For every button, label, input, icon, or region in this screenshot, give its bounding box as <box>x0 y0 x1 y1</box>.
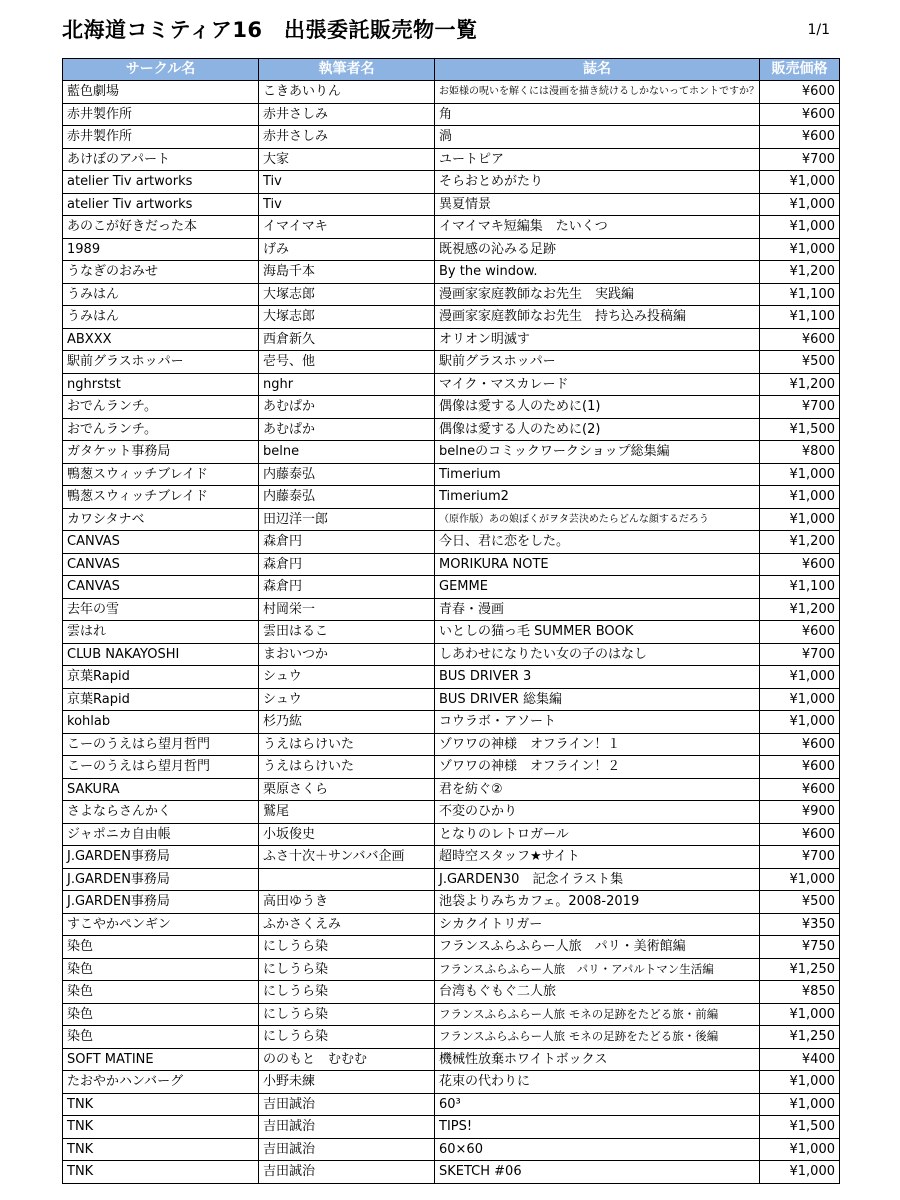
cell-title: いとしの猫っ毛 SUMMER BOOK <box>435 621 760 644</box>
table-row <box>63 238 840 261</box>
cell-price: ¥1,200 <box>760 531 840 554</box>
cell-circle: こーのうえはら望月哲門 <box>63 733 259 756</box>
cell-author: 森倉円 <box>259 531 435 554</box>
page-title: 北海道コミティア16 出張委託販売物一覧 <box>62 18 478 42</box>
cell-author: 村岡栄一 <box>259 598 435 621</box>
cell-title: コウラボ・アソート <box>435 711 760 734</box>
cell-price: ¥750 <box>760 936 840 959</box>
table-row <box>63 396 840 419</box>
table-row <box>63 103 840 126</box>
table-row <box>63 846 840 869</box>
table-row <box>63 733 840 756</box>
table-row <box>63 171 840 194</box>
cell-circle: 京葉Rapid <box>63 688 259 711</box>
table-row <box>63 756 840 779</box>
cell-price: ¥1,100 <box>760 283 840 306</box>
cell-price: ¥1,100 <box>760 576 840 599</box>
cell-author: うえはらけいた <box>259 756 435 779</box>
cell-price: ¥1,100 <box>760 306 840 329</box>
cell-price: ¥1,000 <box>760 1138 840 1161</box>
cell-title: MORIKURA NOTE <box>435 553 760 576</box>
table-row <box>63 486 840 509</box>
cell-circle: ABXXX <box>63 328 259 351</box>
table-row <box>63 1071 840 1094</box>
cell-author: にしうら染 <box>259 958 435 981</box>
cell-circle: 去年の雪 <box>63 598 259 621</box>
cell-circle: J.GARDEN事務局 <box>63 846 259 869</box>
cell-author: 森倉円 <box>259 576 435 599</box>
cell-author: belne <box>259 441 435 464</box>
cell-title: 偶像は愛する人のために(2) <box>435 418 760 441</box>
cell-circle: kohlab <box>63 711 259 734</box>
cell-title: 君を紡ぐ② <box>435 778 760 801</box>
cell-title: マイク・マスカレード <box>435 373 760 396</box>
cell-price: ¥600 <box>760 823 840 846</box>
cell-price: ¥600 <box>760 126 840 149</box>
cell-author: 内藤泰弘 <box>259 463 435 486</box>
cell-price: ¥1,500 <box>760 1116 840 1139</box>
cell-title: 漫画家家庭教師なお先生 実践編 <box>435 283 760 306</box>
cell-circle: TNK <box>63 1161 259 1184</box>
cell-price: ¥1,000 <box>760 508 840 531</box>
table-row <box>63 373 840 396</box>
cell-price: ¥500 <box>760 891 840 914</box>
table-row <box>63 981 840 1004</box>
table-row <box>63 958 840 981</box>
cell-title: しあわせになりたい女の子のはなし <box>435 643 760 666</box>
cell-title: 渦 <box>435 126 760 149</box>
cell-author: 杉乃紘 <box>259 711 435 734</box>
table-header-row <box>63 59 840 81</box>
cell-price: ¥900 <box>760 801 840 824</box>
cell-title: フランスふらふらー人旅 モネの足跡をたどる旅・後編 <box>435 1026 760 1049</box>
cell-title: 台湾もぐもぐ二人旅 <box>435 981 760 1004</box>
cell-title: SKETCH #06 <box>435 1161 760 1184</box>
cell-circle: 駅前グラスホッパー <box>63 351 259 374</box>
cell-circle: たおやかハンバーグ <box>63 1071 259 1094</box>
cell-title: ゾワワの神様 オフライン！１ <box>435 733 760 756</box>
cell-price: ¥1,200 <box>760 261 840 284</box>
cell-circle: CANVAS <box>63 576 259 599</box>
cell-circle: TNK <box>63 1138 259 1161</box>
cell-price: ¥800 <box>760 441 840 464</box>
cell-author: 鷲尾 <box>259 801 435 824</box>
cell-author: ののもと むむむ <box>259 1048 435 1071</box>
cell-title: 60³ <box>435 1093 760 1116</box>
cell-circle: 京葉Rapid <box>63 666 259 689</box>
table-row <box>63 193 840 216</box>
cell-price: ¥1,000 <box>760 463 840 486</box>
cell-circle: おでんランチ。 <box>63 418 259 441</box>
cell-author: 小坂俊史 <box>259 823 435 846</box>
cell-title: GEMME <box>435 576 760 599</box>
table-row <box>63 463 840 486</box>
cell-title: 青春・漫画 <box>435 598 760 621</box>
table-row <box>63 1048 840 1071</box>
cell-circle: J.GARDEN事務局 <box>63 868 259 891</box>
cell-price: ¥1,000 <box>760 688 840 711</box>
cell-price: ¥350 <box>760 913 840 936</box>
table-row <box>63 328 840 351</box>
cell-circle: CANVAS <box>63 531 259 554</box>
cell-author: 吉田誠治 <box>259 1116 435 1139</box>
cell-price: ¥1,000 <box>760 216 840 239</box>
cell-circle: 雲はれ <box>63 621 259 644</box>
table-row <box>63 126 840 149</box>
cell-circle: 染色 <box>63 981 259 1004</box>
table-row <box>63 1161 840 1184</box>
cell-price: ¥600 <box>760 103 840 126</box>
cell-title: 花束の代わりに <box>435 1071 760 1094</box>
cell-price: ¥850 <box>760 981 840 1004</box>
cell-circle: 藍色劇場 <box>63 81 259 104</box>
cell-author: シュウ <box>259 688 435 711</box>
cell-author: 雲田はるこ <box>259 621 435 644</box>
column-header-price: 販売価格 <box>760 59 840 81</box>
cell-price: ¥1,000 <box>760 1071 840 1094</box>
table-row <box>63 801 840 824</box>
cell-title: 機械性放棄ホワイトボックス <box>435 1048 760 1071</box>
cell-author: にしうら染 <box>259 1026 435 1049</box>
cell-title: 漫画家家庭教師なお先生 持ち込み投稿編 <box>435 306 760 329</box>
cell-author: 内藤泰弘 <box>259 486 435 509</box>
cell-title: Timerium2 <box>435 486 760 509</box>
cell-author: まおいつか <box>259 643 435 666</box>
cell-title: 異夏情景 <box>435 193 760 216</box>
cell-circle: おでんランチ。 <box>63 396 259 419</box>
cell-circle: 赤井製作所 <box>63 103 259 126</box>
table-row <box>63 1116 840 1139</box>
cell-circle: さよならさんかく <box>63 801 259 824</box>
cell-author: Tiv <box>259 193 435 216</box>
cell-price: ¥600 <box>760 621 840 644</box>
cell-circle: atelier Tiv artworks <box>63 193 259 216</box>
cell-price: ¥1,000 <box>760 666 840 689</box>
cell-price: ¥1,000 <box>760 193 840 216</box>
table-row <box>63 778 840 801</box>
cell-author: 吉田誠治 <box>259 1138 435 1161</box>
cell-author: 赤井さしみ <box>259 103 435 126</box>
cell-author <box>259 868 435 891</box>
cell-circle: あのこが好きだった本 <box>63 216 259 239</box>
cell-title: （原作版）あの娘ぼくがヲタ芸決めたらどんな顔するだろう <box>435 508 760 531</box>
cell-author: 大塚志郎 <box>259 306 435 329</box>
cell-price: ¥700 <box>760 396 840 419</box>
cell-price: ¥1,000 <box>760 1161 840 1184</box>
cell-author: にしうら染 <box>259 1003 435 1026</box>
cell-author: 田辺洋一郎 <box>259 508 435 531</box>
page-number: 1/1 <box>807 22 830 38</box>
cell-circle: ジャポニカ自由帳 <box>63 823 259 846</box>
cell-circle: CANVAS <box>63 553 259 576</box>
cell-author: あむぱか <box>259 418 435 441</box>
table-row <box>63 1003 840 1026</box>
cell-author: Tiv <box>259 171 435 194</box>
table-row <box>63 868 840 891</box>
sales-table <box>62 58 840 1184</box>
cell-price: ¥1,000 <box>760 1093 840 1116</box>
table-row <box>63 711 840 734</box>
table-row <box>63 351 840 374</box>
cell-price: ¥600 <box>760 778 840 801</box>
cell-title: お姫様の呪いを解くには漫画を描き続けるしかないってホントですか？ <box>435 81 760 104</box>
cell-price: ¥1,500 <box>760 418 840 441</box>
column-header-author: 執筆者名 <box>259 59 435 81</box>
table-row <box>63 1093 840 1116</box>
table-row <box>63 823 840 846</box>
cell-circle: ガタケット事務局 <box>63 441 259 464</box>
cell-author: 小野未練 <box>259 1071 435 1094</box>
cell-price: ¥1,000 <box>760 711 840 734</box>
cell-circle: うなぎのおみせ <box>63 261 259 284</box>
cell-author: こきあいりん <box>259 81 435 104</box>
table-row <box>63 441 840 464</box>
table-row <box>63 306 840 329</box>
cell-title: 偶像は愛する人のために(1) <box>435 396 760 419</box>
cell-title: イマイマキ短編集 たいくつ <box>435 216 760 239</box>
cell-circle: J.GARDEN事務局 <box>63 891 259 914</box>
cell-title: 角 <box>435 103 760 126</box>
cell-author: nghr <box>259 373 435 396</box>
cell-author: 森倉円 <box>259 553 435 576</box>
table-row <box>63 418 840 441</box>
cell-author: 大塚志郎 <box>259 283 435 306</box>
cell-author: 海島千本 <box>259 261 435 284</box>
column-header-circle: サークル名 <box>63 59 259 81</box>
table-row <box>63 576 840 599</box>
table-row <box>63 1138 840 1161</box>
cell-price: ¥1,000 <box>760 868 840 891</box>
cell-title: フランスふらふらー人旅 モネの足跡をたどる旅・前編 <box>435 1003 760 1026</box>
cell-author: 高田ゆうき <box>259 891 435 914</box>
table-row <box>63 913 840 936</box>
cell-price: ¥1,000 <box>760 238 840 261</box>
cell-title: 超時空スタッフ★サイト <box>435 846 760 869</box>
table-row <box>63 531 840 554</box>
cell-author: ふかさくえみ <box>259 913 435 936</box>
cell-circle: SAKURA <box>63 778 259 801</box>
cell-price: ¥600 <box>760 328 840 351</box>
table-row <box>63 148 840 171</box>
cell-price: ¥700 <box>760 846 840 869</box>
cell-author: ふさ十次＋サンババ企画 <box>259 846 435 869</box>
cell-circle: すこやかペンギン <box>63 913 259 936</box>
cell-title: By the window. <box>435 261 760 284</box>
cell-price: ¥1,250 <box>760 1026 840 1049</box>
cell-circle: 1989 <box>63 238 259 261</box>
cell-circle: うみはん <box>63 283 259 306</box>
cell-title: 今日、君に恋をした。 <box>435 531 760 554</box>
cell-author: あむぱか <box>259 396 435 419</box>
cell-circle: 鴨葱スウィッチブレイド <box>63 463 259 486</box>
cell-price: ¥1,000 <box>760 1003 840 1026</box>
cell-circle: 鴨葱スウィッチブレイド <box>63 486 259 509</box>
table-row <box>63 81 840 104</box>
cell-title: 不変のひかり <box>435 801 760 824</box>
cell-circle: カワシタナベ <box>63 508 259 531</box>
cell-author: 大家 <box>259 148 435 171</box>
cell-author: 壱号、他 <box>259 351 435 374</box>
table-row <box>63 891 840 914</box>
cell-price: ¥400 <box>760 1048 840 1071</box>
cell-price: ¥600 <box>760 81 840 104</box>
cell-title: ゾワワの神様 オフライン！２ <box>435 756 760 779</box>
cell-title: Timerium <box>435 463 760 486</box>
cell-circle: こーのうえはら望月哲門 <box>63 756 259 779</box>
cell-title: 既視感の沁みる足跡 <box>435 238 760 261</box>
table-row <box>63 643 840 666</box>
cell-price: ¥500 <box>760 351 840 374</box>
cell-circle: 染色 <box>63 1026 259 1049</box>
cell-title: TIPS! <box>435 1116 760 1139</box>
cell-circle: CLUB NAKAYOSHI <box>63 643 259 666</box>
cell-title: BUS DRIVER 総集編 <box>435 688 760 711</box>
cell-author: 吉田誠治 <box>259 1093 435 1116</box>
cell-author: にしうら染 <box>259 981 435 1004</box>
cell-price: ¥1,250 <box>760 958 840 981</box>
table-row <box>63 688 840 711</box>
cell-title: そらおとめがたり <box>435 171 760 194</box>
cell-title: BUS DRIVER 3 <box>435 666 760 689</box>
cell-title: フランスふらふらー人旅 パリ・美術館編 <box>435 936 760 959</box>
cell-title: となりのレトロガール <box>435 823 760 846</box>
cell-price: ¥600 <box>760 756 840 779</box>
cell-title: フランスふらふらー人旅 パリ・アパルトマン生活編 <box>435 958 760 981</box>
table-row <box>63 283 840 306</box>
cell-circle: 染色 <box>63 936 259 959</box>
cell-circle: 赤井製作所 <box>63 126 259 149</box>
cell-circle: atelier Tiv artworks <box>63 171 259 194</box>
cell-author: げみ <box>259 238 435 261</box>
cell-circle: うみはん <box>63 306 259 329</box>
table-row <box>63 936 840 959</box>
cell-author: シュウ <box>259 666 435 689</box>
cell-author: にしうら染 <box>259 936 435 959</box>
cell-title: ユートピア <box>435 148 760 171</box>
cell-title: 池袋よりみちカフェ。2008-2019 <box>435 891 760 914</box>
table-row <box>63 666 840 689</box>
cell-circle: TNK <box>63 1093 259 1116</box>
cell-title: belneのコミックワークショップ総集編 <box>435 441 760 464</box>
cell-price: ¥1,000 <box>760 486 840 509</box>
table-row <box>63 553 840 576</box>
table-row <box>63 261 840 284</box>
cell-price: ¥1,200 <box>760 598 840 621</box>
cell-author: 西倉新久 <box>259 328 435 351</box>
cell-title: J.GARDEN30 記念イラスト集 <box>435 868 760 891</box>
cell-circle: あけぼのアパート <box>63 148 259 171</box>
cell-title: 60×60 <box>435 1138 760 1161</box>
cell-author: 赤井さしみ <box>259 126 435 149</box>
cell-title: オリオン明滅す <box>435 328 760 351</box>
cell-circle: SOFT MATINE <box>63 1048 259 1071</box>
cell-price: ¥700 <box>760 643 840 666</box>
cell-price: ¥600 <box>760 553 840 576</box>
cell-circle: 染色 <box>63 958 259 981</box>
column-header-title: 誌名 <box>435 59 760 81</box>
cell-circle: TNK <box>63 1116 259 1139</box>
cell-price: ¥700 <box>760 148 840 171</box>
cell-author: 吉田誠治 <box>259 1161 435 1184</box>
cell-circle: 染色 <box>63 1003 259 1026</box>
cell-title: シカクイトリガー <box>435 913 760 936</box>
cell-title: 駅前グラスホッパー <box>435 351 760 374</box>
cell-circle: nghrstst <box>63 373 259 396</box>
cell-price: ¥1,200 <box>760 373 840 396</box>
table-row <box>63 1026 840 1049</box>
cell-price: ¥1,000 <box>760 171 840 194</box>
table-row <box>63 598 840 621</box>
cell-author: うえはらけいた <box>259 733 435 756</box>
table-row <box>63 508 840 531</box>
cell-price: ¥600 <box>760 733 840 756</box>
cell-author: イマイマキ <box>259 216 435 239</box>
table-row <box>63 621 840 644</box>
table-row <box>63 216 840 239</box>
cell-author: 栗原さくら <box>259 778 435 801</box>
